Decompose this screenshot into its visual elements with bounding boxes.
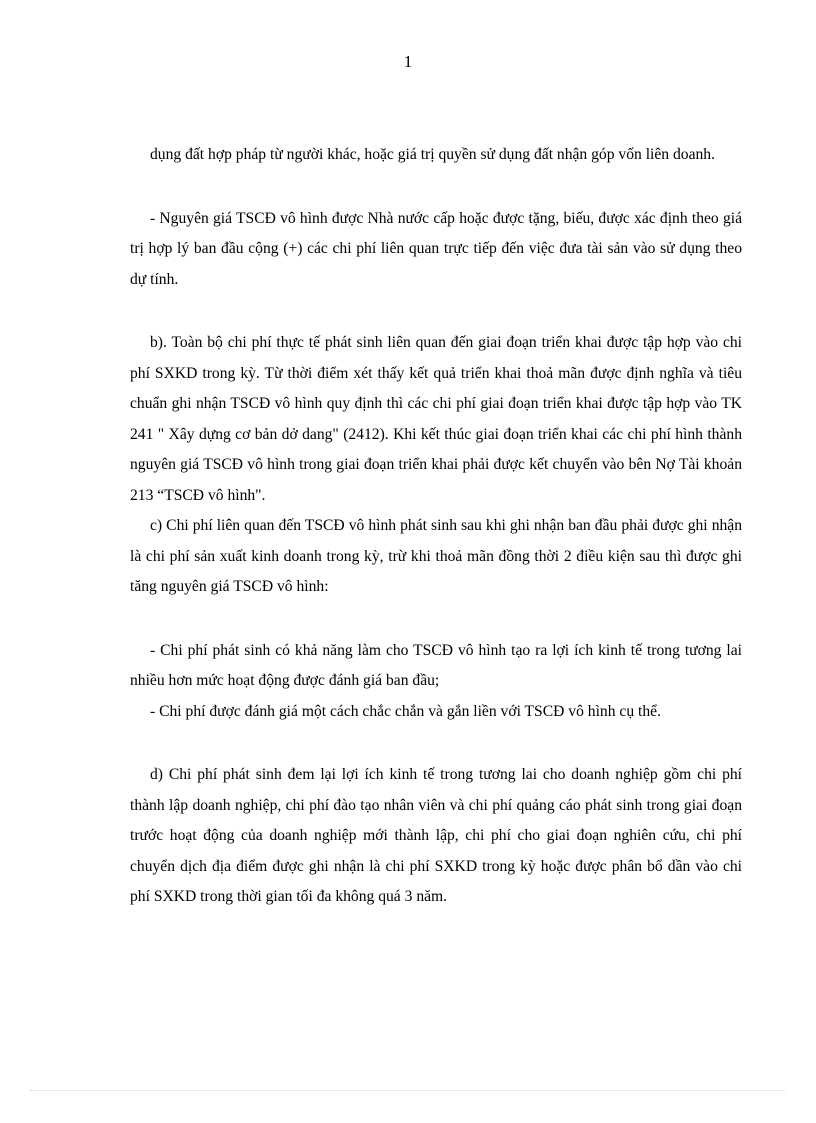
document-body: [130, 140, 742, 913]
paragraph-c: c) Chi phí liên quan đến TSCĐ vô hình phát sinh sau khi ghi nhận ban đầu phải được ghi nhận là chi phí sản xuất kinh doanh trong kỳ, trừ khi thoả mãn đồng thời 2 điều kiện sau thì được ghi tăng nguyên giá TSCĐ vô hình:: [130, 517, 742, 595]
paragraph-b: b). Toàn bộ chi phí thực tế phát sinh liên quan đến giai đoạn triển khai được tập hợp vào chi phí SXKD trong kỳ. Từ thời điểm xét thấy kết quả triển khai thoả mãn được định nghĩa và tiêu chuẩn ghi nhận TSCĐ vô hình quy định thì các chi phí giai đoạn triển khai được tập hợp vào TK 241 " Xây dựng cơ bản dở dang" (2412). Khi kết thúc giai đoạn triển khai các chi phí hình thành nguyên giá TSCĐ vô hình trong giai đoạn triển khai phải được kết chuyển vào bên Nợ Tài khoản 213 “TSCĐ vô hình".: [130, 334, 742, 504]
list-item-condition-1: - Chi phí phát sinh có khả năng làm cho TSCĐ vô hình tạo ra lợi ích kinh tế trong tương lai nhiều hơn mức hoạt động được đánh giá ban đầu;: [130, 641, 742, 689]
list-item-condition-2: - Chi phí được đánh giá một cách chắc chắn và gắn liền với TSCĐ vô hình cụ thể.: [150, 702, 661, 720]
page-bottom-divider: [30, 1090, 786, 1091]
paragraph-nguyen-gia: - Nguyên giá TSCĐ vô hình được Nhà nước cấp hoặc được tặng, biếu, được xác định theo giá trị hợp lý ban đầu cộng (+) các chi phí liên quan trực tiếp đến việc đưa tài sản vào sử dụng theo dự tính.: [130, 209, 742, 288]
paragraph-continuation: dụng đất hợp pháp từ người khác, hoặc giá trị quyền sử dụng đất nhận góp vốn liên doanh.: [150, 146, 715, 163]
page-number: 1: [403, 52, 413, 71]
paragraph-d: d) Chi phí phát sinh đem lại lợi ích kinh tế trong tương lai cho doanh nghiệp gồm chi phí thành lập doanh nghiệp, chi phí đào tạo nhân viên và chi phí quảng cáo phát sinh trong giai đoạn trước hoạt động của doanh nghiệp mới thành lập, chi phí cho giai đoạn nghiên cứu, chi phí chuyển dịch địa điểm được ghi nhận là chi phí SXKD trong kỳ hoặc được phân bổ dần vào chi phí SXKD trong thời gian tối đa không quá 3 năm.: [130, 766, 742, 905]
